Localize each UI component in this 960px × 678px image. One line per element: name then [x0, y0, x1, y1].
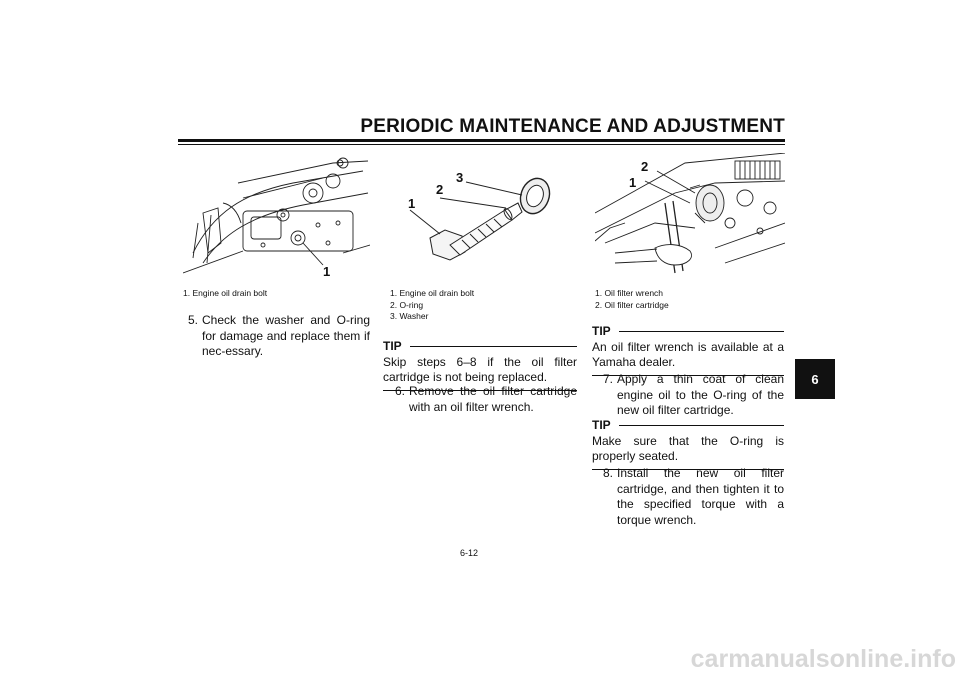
figure3-caption-item: 1. Oil filter wrench: [595, 288, 664, 298]
tip-oil-filter-wrench: [592, 324, 784, 376]
step-number: 6.: [395, 384, 406, 398]
step-number: 8.: [603, 466, 614, 480]
tip-label: TIP: [383, 339, 402, 353]
figure3-callout-2: 2: [641, 159, 649, 174]
figure2-caption-item: 1. Engine oil drain bolt: [390, 288, 475, 298]
figure2-callout-2: 2: [436, 182, 444, 197]
tip-text: An oil filter wrench is available at a Yamaha dealer.: [592, 339, 784, 369]
step-8: [603, 466, 784, 528]
figure3-callout-1: 1: [629, 175, 637, 190]
header-rule: [178, 139, 785, 142]
step-text: Remove the oil filter cartridge with an oil filter wrench.: [409, 384, 577, 414]
figure1-callout-1: 1: [323, 264, 331, 279]
step-text: Install the new oil filter cartridge, and then tighten it to the specified torque with a torque wrench.: [617, 466, 784, 527]
step-number: 5.: [188, 313, 199, 327]
tip-rule: [410, 346, 577, 347]
figure-drain-bolt-parts: [390, 160, 560, 280]
tip-text: Skip steps 6–8 if the oil filter cartridge is not being replaced.: [383, 354, 577, 384]
tip-rule: [619, 425, 784, 426]
tip-text: Make sure that the O-ring is properly seated.: [592, 433, 784, 463]
figure2-callout-1: 1: [408, 196, 416, 211]
figure-oil-filter-wrench: [595, 153, 785, 283]
header-rule-thin: [178, 144, 785, 145]
step-6: [395, 384, 577, 415]
tip-skip-steps: [383, 339, 577, 391]
figure3-caption: [595, 288, 669, 311]
tip-label: TIP: [592, 418, 611, 432]
page-number: 6-12: [460, 548, 479, 558]
figure1-caption: [183, 288, 267, 300]
figure1-caption-item: 1. Engine oil drain bolt: [183, 288, 268, 298]
page-header-title: PERIODIC MAINTENANCE AND ADJUSTMENT: [360, 116, 785, 137]
chapter-tab: 6: [795, 359, 835, 399]
step-text: Apply a thin coat of clean engine oil to the O-ring of the new oil filter cartridge.: [617, 372, 784, 417]
figure2-caption: [390, 288, 474, 323]
footer-watermark: carmanualsonline.info: [690, 645, 956, 673]
step-number: 7.: [603, 372, 614, 386]
tip-label: TIP: [592, 324, 611, 338]
figure2-caption-item: 2. O-ring: [390, 299, 424, 310]
step-5: [188, 313, 370, 360]
tip-rule: [619, 331, 784, 332]
step-7: [603, 372, 784, 419]
step-text: Check the washer and O-ring for damage and replace them if nec-essary.: [202, 313, 370, 358]
figure2-callout-3: 3: [456, 170, 464, 185]
tip-o-ring-seated: [592, 418, 784, 470]
figure-engine-drain-bolt: [183, 153, 370, 283]
figure2-caption-item: 3. Washer: [390, 311, 429, 321]
figure3-caption-item: 2. Oil filter cartridge: [595, 299, 669, 310]
